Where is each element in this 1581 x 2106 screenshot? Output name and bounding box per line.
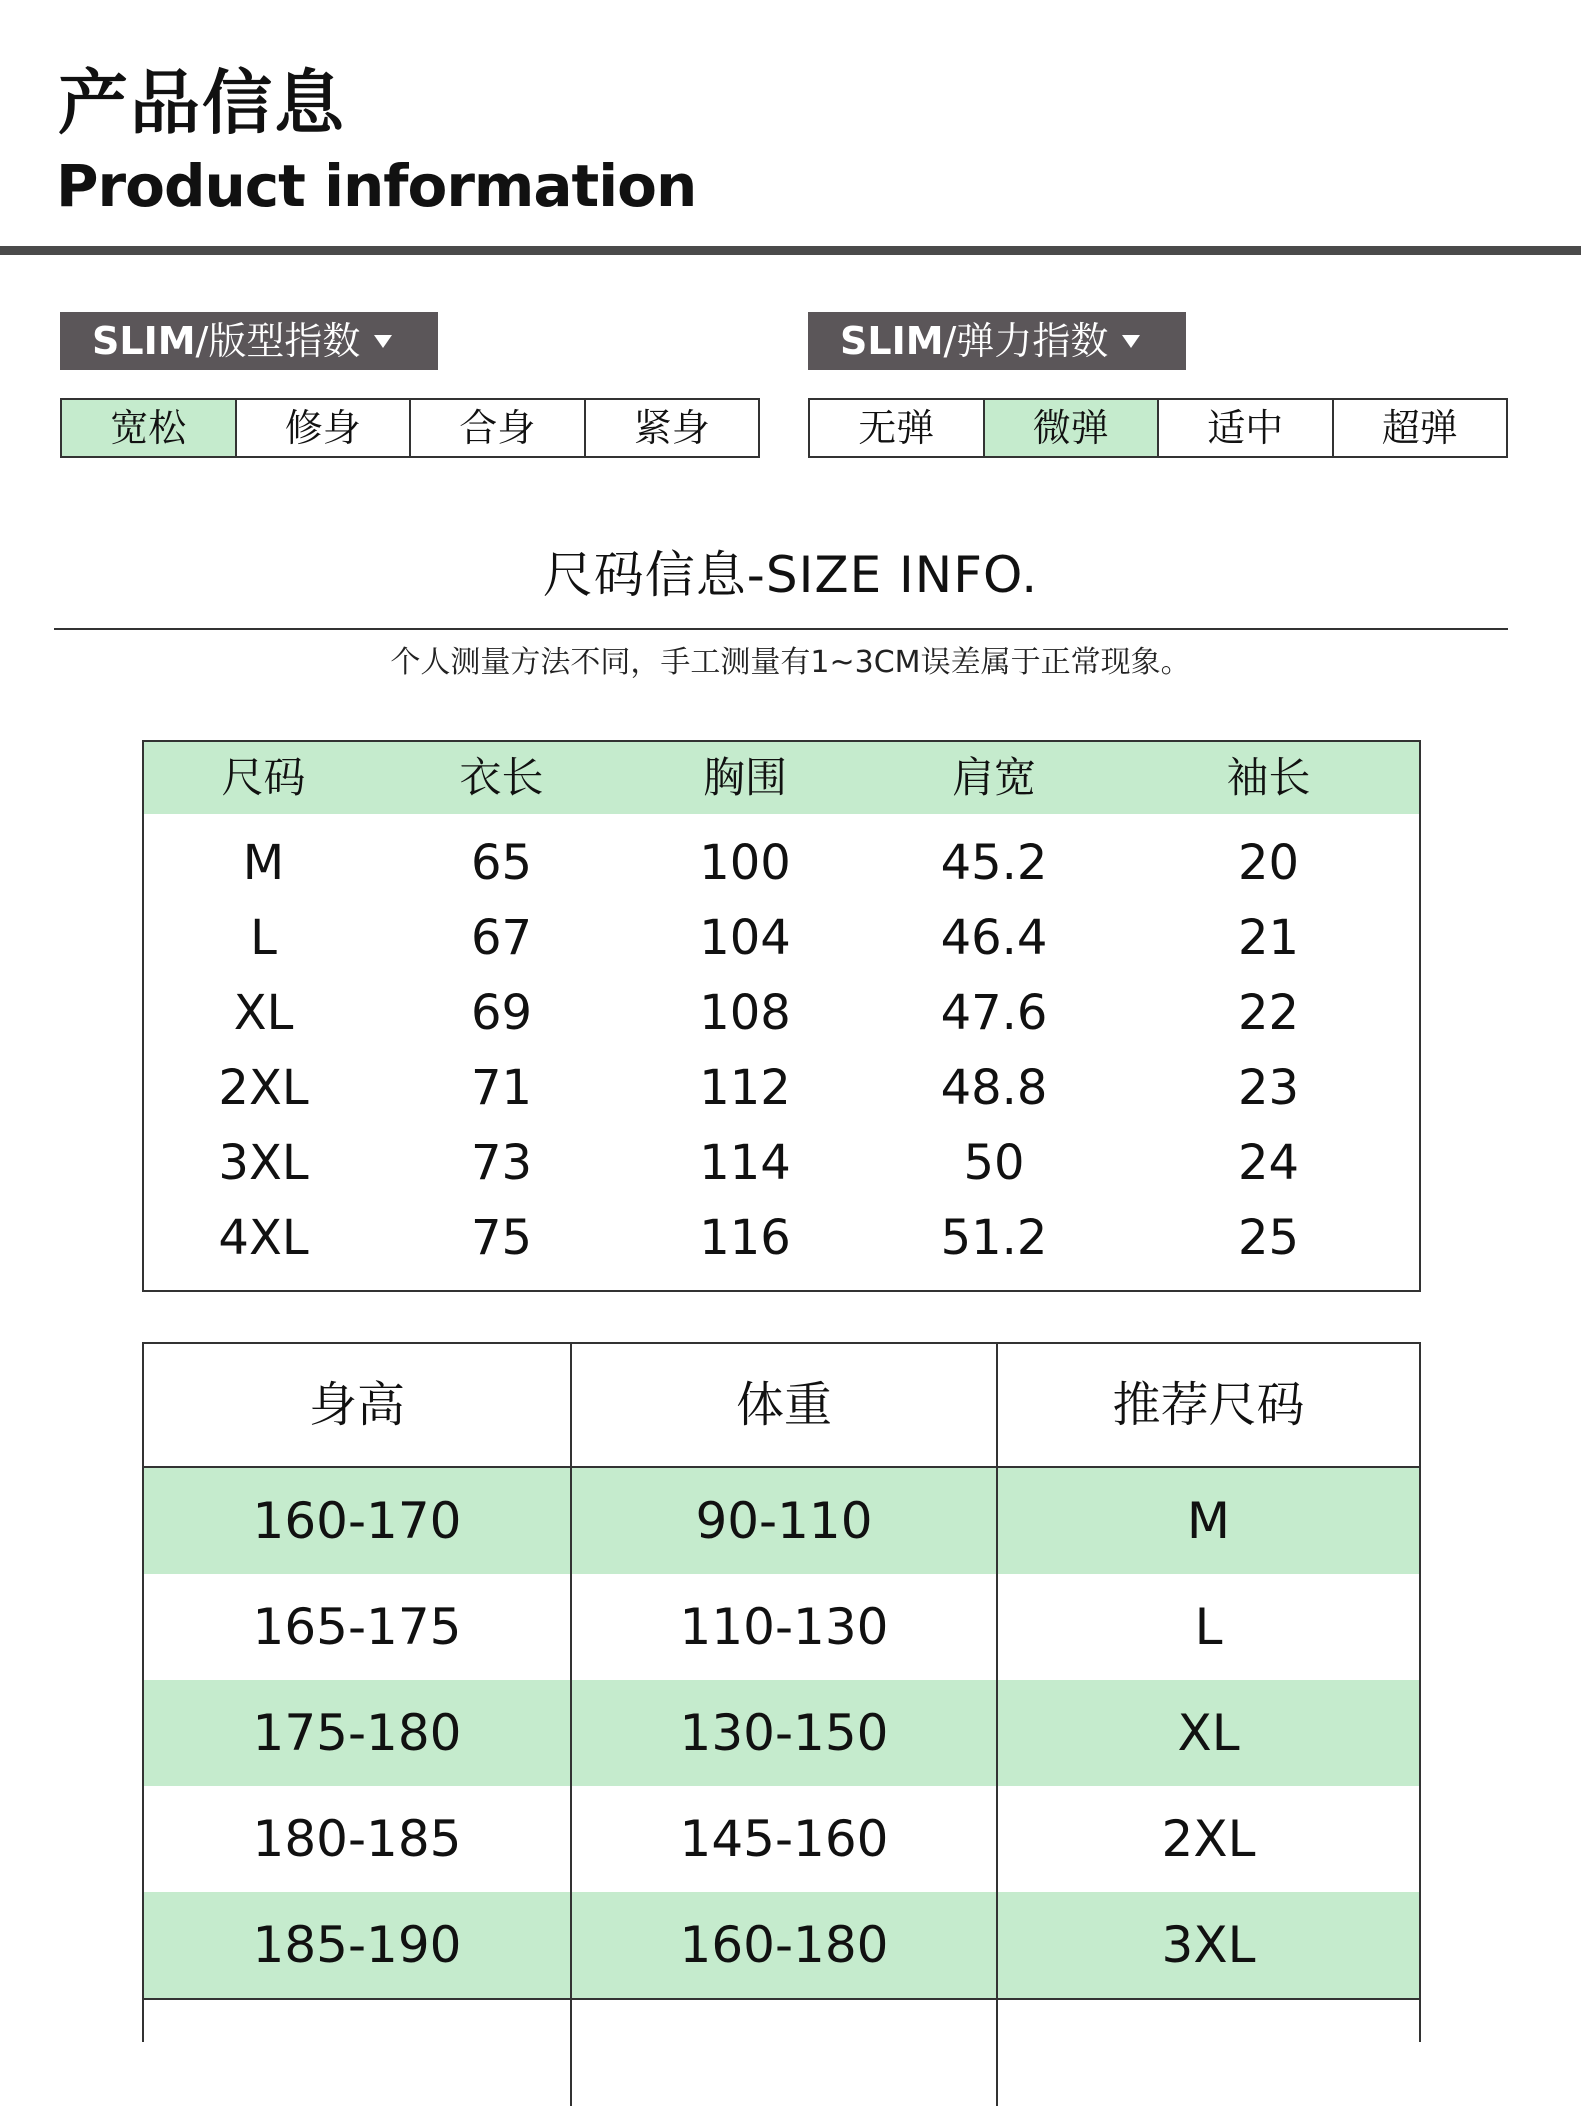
table-cell: M xyxy=(242,835,285,891)
table-cell: 185-190 xyxy=(144,1892,572,1998)
table-cell: 114 xyxy=(699,1135,791,1191)
header-recommended-size: 推荐尺码 xyxy=(1112,1377,1305,1433)
table-cell: 116 xyxy=(699,1210,791,1266)
table-cell: 25 xyxy=(1237,1210,1300,1266)
table-row xyxy=(144,1051,1419,1126)
size-recommendation-table xyxy=(142,1342,1421,2042)
stretch-index-options xyxy=(808,398,1508,458)
table-cell: 90-110 xyxy=(572,1468,998,1574)
table-cell: 71 xyxy=(470,1060,533,1116)
table-cell: 112 xyxy=(699,1060,791,1116)
table-row xyxy=(144,1892,1419,1998)
table-row xyxy=(144,1998,1419,2106)
table-row xyxy=(144,1126,1419,1201)
table-cell: 48.8 xyxy=(940,1060,1048,1116)
size-info-note: 个人测量方法不同，手工测量有1~3CM误差属于正常现象。 xyxy=(390,645,1191,680)
recommendation-table-header xyxy=(144,1344,1419,1468)
table-cell: 47.6 xyxy=(940,985,1048,1041)
header-size: 尺码 xyxy=(221,753,306,802)
table-cell: 165-175 xyxy=(144,1574,572,1680)
table-cell: 160-180 xyxy=(572,1892,998,1998)
header-length: 衣长 xyxy=(459,753,544,802)
stretch-index-label xyxy=(808,312,1186,370)
header-divider xyxy=(0,246,1581,255)
table-cell: 46.4 xyxy=(940,910,1048,966)
table-row xyxy=(144,976,1419,1051)
table-cell: 110-130 xyxy=(572,1574,998,1680)
header-chest: 胸围 xyxy=(702,753,787,802)
fit-index-label xyxy=(60,312,438,370)
table-cell: 51.2 xyxy=(940,1210,1048,1266)
table-cell: 3XL xyxy=(1161,1916,1256,1974)
table-cell: 21 xyxy=(1237,910,1300,966)
table-cell: L xyxy=(1194,1598,1223,1656)
table-cell: 73 xyxy=(470,1135,533,1191)
fit-option-slim: 修身 xyxy=(237,400,412,456)
table-row xyxy=(144,826,1419,901)
table-cell: 180-185 xyxy=(144,1786,572,1892)
page-title-cn: 产品信息 xyxy=(58,62,346,144)
table-cell: 67 xyxy=(470,910,533,966)
table-cell: 175-180 xyxy=(144,1680,572,1786)
table-cell: 160-170 xyxy=(144,1468,572,1574)
table-row xyxy=(144,901,1419,976)
table-cell: M xyxy=(1186,1492,1231,1550)
stretch-option-moderate: 适中 xyxy=(1159,400,1334,456)
header-height: 身高 xyxy=(144,1344,572,1466)
caret-down-icon xyxy=(374,335,392,348)
table-row xyxy=(144,1786,1419,1892)
fit-index-title: /版型指数 xyxy=(195,319,361,363)
size-info-divider xyxy=(54,628,1508,630)
table-cell: 104 xyxy=(699,910,791,966)
table-cell: XL xyxy=(233,985,294,1041)
table-cell: 69 xyxy=(470,985,533,1041)
table-cell xyxy=(572,2000,998,2106)
stretch-index-slim: SLIM xyxy=(840,319,944,363)
table-cell: 108 xyxy=(699,985,791,1041)
table-cell: 130-150 xyxy=(572,1680,998,1786)
table-row xyxy=(144,1201,1419,1276)
table-cell: 4XL xyxy=(218,1210,309,1266)
fit-option-regular: 合身 xyxy=(411,400,586,456)
fit-index-options xyxy=(60,398,760,458)
header-weight: 体重 xyxy=(572,1344,998,1466)
fit-index-slim: SLIM xyxy=(92,319,196,363)
page-title-en: Product information xyxy=(56,152,697,220)
table-cell: XL xyxy=(1177,1704,1240,1762)
table-cell: L xyxy=(250,910,277,966)
table-cell: 65 xyxy=(470,835,533,891)
table-cell: 2XL xyxy=(1161,1810,1256,1868)
table-cell: 24 xyxy=(1237,1135,1300,1191)
measurement-table-body xyxy=(144,814,1419,1276)
caret-down-icon xyxy=(1122,335,1140,348)
measurement-table xyxy=(142,740,1421,1292)
table-cell: 50 xyxy=(963,1135,1025,1191)
stretch-option-slight: 微弹 xyxy=(985,400,1160,456)
stretch-option-none: 无弹 xyxy=(810,400,985,456)
table-cell xyxy=(998,2000,1419,2106)
fit-option-tight: 紧身 xyxy=(633,406,710,450)
table-row xyxy=(144,1468,1419,1574)
stretch-index-title: /弹力指数 xyxy=(943,319,1109,363)
table-cell: 45.2 xyxy=(940,835,1048,891)
table-row xyxy=(144,1680,1419,1786)
table-cell: 75 xyxy=(470,1210,533,1266)
fit-option-loose: 宽松 xyxy=(62,400,237,456)
stretch-option-high: 超弹 xyxy=(1381,406,1458,450)
table-cell: 23 xyxy=(1237,1060,1300,1116)
table-row xyxy=(144,1574,1419,1680)
measurement-table-header xyxy=(144,742,1419,814)
header-sleeve: 袖长 xyxy=(1226,753,1311,802)
table-cell: 22 xyxy=(1237,985,1300,1041)
table-cell: 2XL xyxy=(218,1060,309,1116)
table-cell xyxy=(144,2000,572,2106)
table-cell: 100 xyxy=(699,835,791,891)
table-cell: 145-160 xyxy=(572,1786,998,1892)
size-info-title: 尺码信息-SIZE INFO. xyxy=(542,546,1039,604)
table-cell: 20 xyxy=(1237,835,1300,891)
table-cell: 3XL xyxy=(218,1135,309,1191)
header-shoulder: 肩宽 xyxy=(951,753,1036,802)
